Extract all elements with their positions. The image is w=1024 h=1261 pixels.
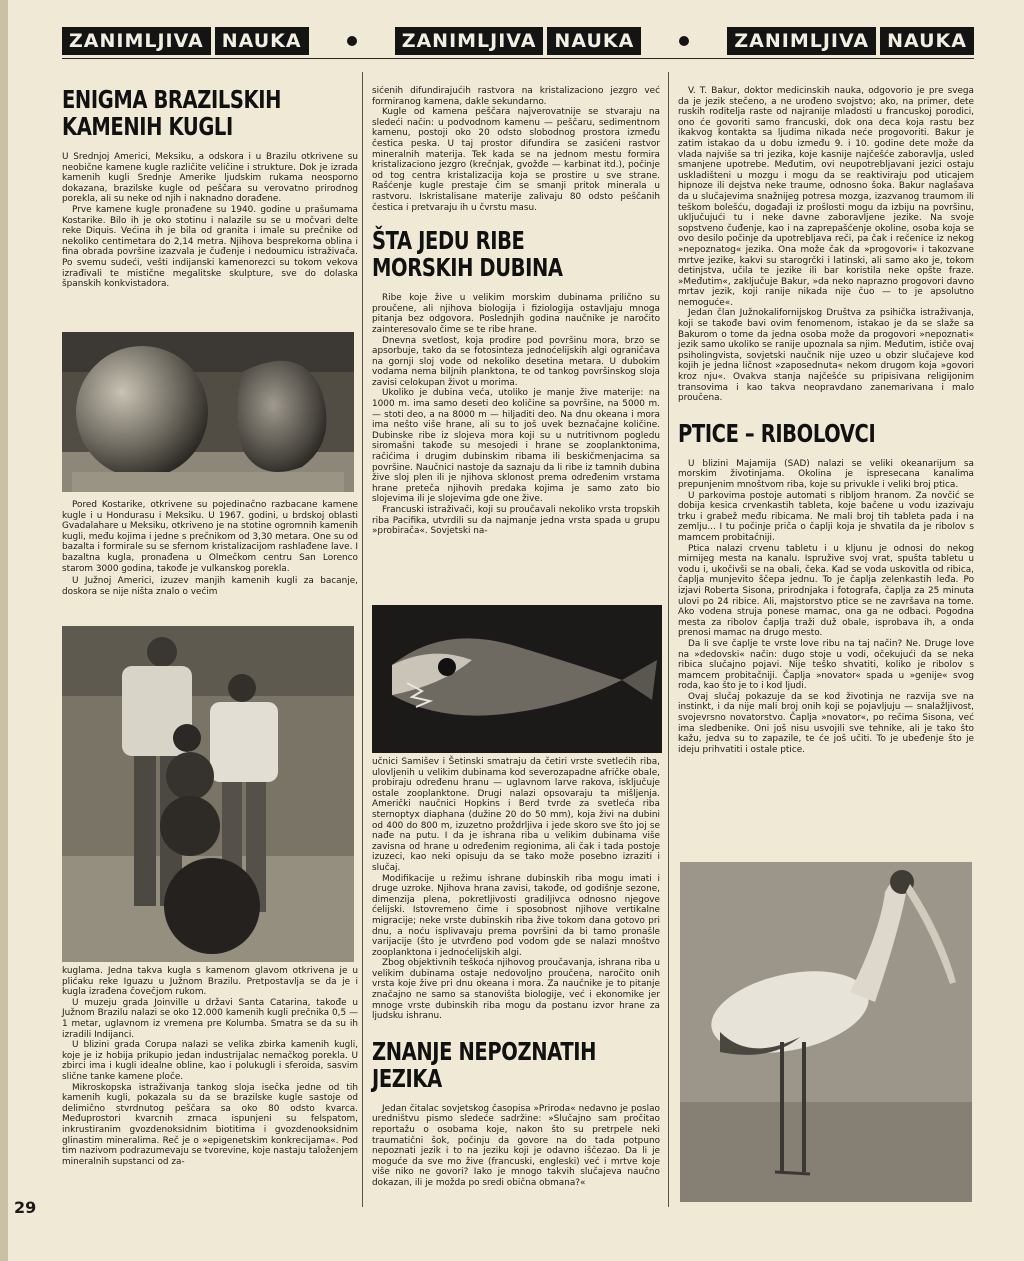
column-rule	[362, 72, 363, 1207]
article-paragraph: V. T. Bakur, doktor medicinskih nauka, odgovorio je pre svega da je jezik stečeno, a ne urođeno svojstvo; ako, na primer, dete ruskih roditelja raste od najranije mladosti u francuskoj porodici, ono će govoriti samo francuski, dok ona deca koja rastu bez ikakvog kontakta sa ljudima nikada neće progovoriti. Bakur je zatim istakao da u dobu između 9. i 10. godine dete može da vlada najviše sa tri jezika, koje kasnije najčešće zaboravlja, usled smanjene upotrebe. Međutim, ovi neupotrebljavani jezici ostaju uskladišteni u mozgu i mogu da se reaktiviraju pod uticajem hipnoze ili dejstva neke traume, odnosno šoka. Bakur naglašava da u slučajevima snažnijeg potresa mozga, izazvanog traumom ili teškom bolešću, događaji iz prošlosti mogu da izbiju na površinu, uključujući tu i neke davne zaboravljene jezike. Na svoje sopstveno čuđenje, kao i na zaprepašćenje okoline, osoba koja se ovo desilo počinje da upotrebljava reči, pa čak i rečenice iz nekog »nepoznatog« jezika. Ona može čak da »progovori« i takozvane mrtve jezike, kakvi su starogrčki i latinski, ali samo ako je, tokom detinjstva, učila te jezike ili bar koristila neke opšte fraze. »Međutim«, zaključuje Bakur, »da neko naprazno progovori davno mrtav jezik, koji ranije nikada nije čuo — to je apsolutno nemoguće«.	[678, 86, 974, 308]
article-paragraph: Mikroskopska istraživanja tankog sloja isečka jedne od tih kamenih kugli, pokazala su da se brazilske kugle sastoje od delimično stvrdnutog peščara sa oko 80 odsto kvarca. Međuprostori kvarcnih zrnaca ispunjeni su felspatom, inkrustiranim gvozdenoksidnim biotitima i gvozdenooksidnim glinastim mineralima. Reč je o »epigenetskim konkrecijama«. Pod tim nazivom podrazumevaju se tvorevine, koje nastaju taloženjem mineralnih supstanci od za-	[62, 1082, 358, 1167]
article-paragraph: U blizini Majamija (SAD) nalazi se veliki okeanarijum sa morskim životinjama. Okolina je ispresecana kanalima prepunjenim mnoštvom riba, koje su privukle i veliki broj ptica.	[678, 458, 974, 490]
column-middle	[372, 86, 660, 537]
article-paragraph: U Srednjoj Americi, Meksiku, a odskora i u Brazilu otkrivene su neobične kamene kugle različite veličine i strukture. Dok je izrada kamenih kugli Srednje Amerike ljudskim rukama neosporno dokazana, brazilske kugle od peščara su verovatno prirodnog porekla, ali su neke od njih i naknadno dorađene.	[62, 152, 358, 205]
article-paragraph: Kugle od kamena peščara najverovatnije se stvaraju na sledeći način: u podvodnom kamenu — peščaru, sedimentnom kamenu, postoji oko 20 odsto slobodnog prostora između čestica peska. U taj prostor difundira se zasićeni rastvor mineralnih materija. Tek kada se na jednom mestu formira kristalizaciono jezgro (krečnjak, gvožđe — karbinat itd.), počinje od tog centra kristalizacija koja se prostire u sve strane. Rašćenje kugle prestaje čim se smanji pritok minerala u rastvoru. Iskristalisane materije zalivaju 80 odsto peščanih čestica i pretvaraju ih u čvrstu masu.	[372, 107, 660, 213]
photo-deep-sea-fish	[372, 605, 662, 753]
article-title-ribe: ŠTA JEDU RIBE MORSKIH DUBINA	[372, 226, 563, 283]
article-paragraph: sićenih difundirajućih rastvora na kristalizaciono jezgro već formiranog kamena, dakle sekundarno.	[372, 86, 660, 107]
article-paragraph: Ovaj slučaj pokazuje da se kod životinja ne razvija sve na instinkt, i da nije mali broj onih koji se pojavljuju — snalažljivost, svojevrsno novatorstvo. Čaplja »novator«, po rečima Sisona, već ima sledbenike. Oni još nisu usvojili sve tehnike, ali je tako što kažu, jedva su to zapazile, te će još učiti. To je ubeđenje što je ideju prihvatiti i ostale ptice.	[678, 691, 974, 755]
article-paragraph: Jedan čitalac sovjetskog časopisa »Priroda« nedavno je poslao uredništvu pismo sledeće sadržine: »Slučajno sam pročitao reportažu o osobama koje, nakon što su pretrpele neki traumatični šok, počinju da govore na do tada potpuno nepoznati jezik i to na jeziku koji je odavno iščezao. Da li je moguće da sve mo žive (francuski, engleski) već i mrtve koje više niko ne govori? Iako je mnogo takvih slučajeva naučno dokazan, ili je možda po sredi obična obmana?«	[372, 1103, 660, 1188]
article-paragraph: Dnevna svetlost, koja prodire pod površinu mora, brzo se apsorbuje, tako da se fotosinteza jednoćelijskih algi ograničava na gornji sloj vode od nekoliko desetina metara. U dubokim vodama nema biljnih planktona, te od tankog površinskog sloja zavisi celokupan život u morima.	[372, 335, 660, 388]
article-paragraph: Ukoliko je dubina veća, utoliko je manje žive materije: na 1000 m. ima samo deseti deo količine sa površine, na 5000 m. — stoti deo, a na 8000 m — hiljaditi deo. Na dnu okeana i mora ima nešto više hrane, ali su to još uvek beznačajne količine. Dubinske ribe iz slojeva mora koji su u nutritivnom pogledu siromašni takođe su mesojedi i hrane se zooplanktonima, račićima i drugim dubinskim ribama ili beskičmenjacima sa površine. Naučnici nastoje da saznaju da li ribe iz tamnih dubina žive sloj plen ili je njihova sklonost prema određenim vrstama hrane preteča njihovih predaka kojima je samo zato bio slojevima ili je slojevima gde one žive.	[372, 388, 660, 505]
column-middle-bottom	[372, 757, 660, 1189]
article-title-kugle: ENIGMA BRAZILSKIH KAMENIH KUGLI	[62, 85, 282, 141]
banner-segment	[395, 27, 642, 55]
article-paragraph: učnici Samišev i Šetinski smatraju da četiri vrste svetlećih riba, ulovljenih u velikim dubinama kod severozapadne afričke obale, probiraju određenu hranu — uglavnom larve rakova, isključuje ostale zooplanktone. Drugi nalazi opsovaraju ta mišljenja. Američki naučnici Hopkins i Berd tvrde za svetleća riba sternoptyx diaphana (dužine 20 do 50 mm), koja živi na dubini od 400 do 800 m, izuzetno proždrljiva i jede skoro sve što joj se nađe na putu. I da je ishrana riba u velikim dubinama više zavisna od hrane u određenim regionima, ali čak i tada postoje izuzeci, kao neki opisuju da se tako može posebno izraziti i slučaj.	[372, 757, 660, 873]
article-paragraph: kuglama. Jedna takva kugla s kamenom glavom otkrivena je u plićaku reke Iguazu u Južnom Brazilu. Pretpostavlja se da je i kugla izrađena čovečjom rukom.	[62, 966, 358, 998]
column-right	[678, 86, 974, 755]
deep-sea-fish-image	[372, 605, 662, 753]
article-paragraph: Da li sve čaplje te vrste love ribu na taj način? Ne. Druge love na »dedovski« način: dugo stoje u vodi, očekujući da se neka ribica slučajno pojavi. Nije teško shvatiti, koliko je ribolov s mamcem probitačniji. Čaplja »novator« spada u »genije« svog roda, kao što je to i kod ljudi.	[678, 638, 974, 692]
banner-segment	[727, 27, 974, 55]
banner-rule	[62, 58, 974, 59]
heron-image	[680, 862, 972, 1202]
article-paragraph: U blizini grada Corupa nalazi se velika zbirka kamenih kugli, koje je iz hobija prikupio jedan industrijalac nemačkog porekla. U zbirci ima i kugli idealne obline, kao i polukugli i sferoida, sasvim slične tanke kamene ploče.	[62, 1040, 358, 1082]
article-paragraph: Jedan član Južnokalifornijskog Društva za psihička istraživanja, koji se takođe bavi ovim fenomenom, istakao je da se slaže sa Bakurom o tome da jedna osoba može da progovori »nepoznati« jezik samo ukoliko se ranije upoznala sa njim. Međutim, ističe ovaj psiholingvista, sovjetski naučnik nije uzeo u obzir slučajeve kod kojih je jedna ličnost »zaposednuta« nekom drugom koja »govori kroz nju«. Ovakva stanja najčešće su pripisivana religijonim transovima i kao takva neopravdano zanemarivana i malo proučena.	[678, 308, 974, 404]
men-with-spheres-image	[62, 626, 354, 962]
banner-dot	[679, 36, 689, 46]
photo-caption: U Južnoj Americi, izuzev manjih kamenih kugli za bacanje, doskora se nije ništa znalo o većim	[62, 576, 358, 597]
column-rule	[668, 72, 669, 1207]
banner-word-zanimljiva: ZANIMLJIVA	[395, 27, 544, 55]
article-title-jezici: ZNANJE NEPOZNATIH JEZIKA	[372, 1036, 597, 1093]
banner-word-zanimljiva: ZANIMLJIVA	[62, 27, 211, 55]
article-paragraph: Francuski istraživači, koji su proučavali nekoliko vrsta tropskih riba Pacifika, utvrdili su da najmanje jedna vrsta spada u grupu »probirača«. Sovjetski na-	[372, 505, 660, 537]
article-paragraph: Ribe koje žive u velikim morskim dubinama prilično su proučene, ali njihova biologija i fiziologija ostavljaju mnoga pitanja bez odgovora. Poslednjih godina naučnike je naročito zainteresovalo čime se te ribe hrane.	[372, 293, 660, 335]
article-paragraph: Zbog objektivnih teškoća njihovog proučavanja, ishrana riba u velikim dubinama ostaje nedovoljno proučena, naročito onih vrsta koje žive pri dnu okeana i mora. Za naučnike je to pitanje značajno ne samo sa stanovišta biologije, već i ekonomike jer mnoge vrste dubinskih riba mogu da postanu izvor hrane za ljudsku ishranu.	[372, 958, 660, 1022]
article-paragraph: Modifikacije u režimu ishrane dubinskih riba mogu imati i druge uzroke. Njihova hrana zavisi, takođe, od godišnje sezone, dimenzija plena, pokretljivosti gradiljivca odnosno njegove ćelijski. Istovremeno čime i sposobnost njihove vertikalne migracije; neke vrste dubinskih riba žive tokom dana gotovo pri dnu, a noću isplivavaju prema površini da bi tamo pronašle varijacije (što je utvrđeno pod vodom gde se nalazi mnoštvo zooplanktona i jednoćelijskih algi.	[372, 873, 660, 958]
photo-heron	[680, 862, 972, 1202]
page-number: 29	[14, 1198, 37, 1217]
article-paragraph: U muzeju grada Joinville u državi Santa Catarina, takođe u Južnom Brazilu nalazi se oko 12.000 kamenih kugli prečnika 0,5 — 1 metar, uglavnom iz vremena pre Kolumba. Smatra se da su ih izradili Indijanci.	[62, 997, 358, 1040]
photo-caption: Pored Kostarike, otkrivene su pojedinačno razbacane kamene kugle i u Hondurasu i Meksiku. U 1967. godini, u brdskoj oblasti Gvadalahare u Meksiku, otkriveno je na stotine ogromnih kamenih kugli, među kojima i jedne s prečnikom od 3,30 metara. One su od bazalta i formirale su se sfernom kristalizacijom rashlađene lave. I bazaltna kugla, pronađena u Olmečkom centru San Lorenco starom 3000 godina, takođe je vulkanskog porekla.	[62, 500, 358, 574]
article-title-ptice: PTICE – RIBOLOVCI	[678, 418, 876, 448]
column-left-bottom	[62, 966, 358, 1167]
banner-segment	[62, 27, 309, 55]
banner-dot	[347, 36, 357, 46]
page-binding	[0, 0, 8, 1261]
stone-spheres-image	[62, 332, 354, 492]
top-banner	[62, 28, 974, 54]
article-paragraph: U parkovima postoje automati s ribljom hranom. Za novčić se dobija kesica crvenkastih tableta, koje bačene u vodu izazivaju trku i grabež među ribicama. Ne mali broj tih tableta pada i na zemlju... I tu počinje priča o čaplji koja je shvatila da je ribolov s mamcem probitačniji.	[678, 490, 974, 543]
banner-word-nauka: NAUKA	[215, 27, 309, 55]
article-paragraph: Prve kamene kugle pronađene su 1940. godine u prašumama Kostarike. Bilo ih je oko stotinu i nalazile su se u močvari delte reke Diquis. Većina ih je bila od granita i imale su prečnike od nekoliko centimetara do 2,14 metra. Njihova besprekorna oblina i fina obrada površine izazvala je čuđenje i nedoumicu istraživača. Po svemu sudeći, vešti indijanski kamenorezci su tokom vekova izrađivali te mistične megalitske skulpture, sve do dolaska španskih konkvistadora.	[62, 204, 358, 290]
photo-men-with-spheres	[62, 626, 354, 962]
article-paragraph: Ptica nalazi crvenu tabletu i u kljunu je odnosi do nekog mirnijeg mesta na kanalu. Ispružive svoj vrat, spušta tabletu u vodu i, ukočivši se na obali, čeka. Kad se voda uskovitla od ribica, čaplja munjevito ščepa jednu. To je čaplja zelenkastih leđa. Po izjavi Roberta Sisona, prirodnjaka i fotografa, čaplja za 25 minuta ulovi po 24 ribice. Ali, majstorstvo ptice se ne završava na tome. Ako vodena struja ponese mamac, ona ga ne odbaci. Pogodna mesta za ribolov čaplja traži duž obale, isprobava ih, a onda prenosi mamac na drugo mesto.	[678, 543, 974, 639]
column-left	[62, 86, 358, 290]
column-left-captions	[62, 500, 358, 597]
photo-stone-spheres	[62, 332, 354, 492]
banner-word-nauka: NAUKA	[880, 27, 974, 55]
banner-word-zanimljiva: ZANIMLJIVA	[727, 27, 876, 55]
banner-word-nauka: NAUKA	[547, 27, 641, 55]
